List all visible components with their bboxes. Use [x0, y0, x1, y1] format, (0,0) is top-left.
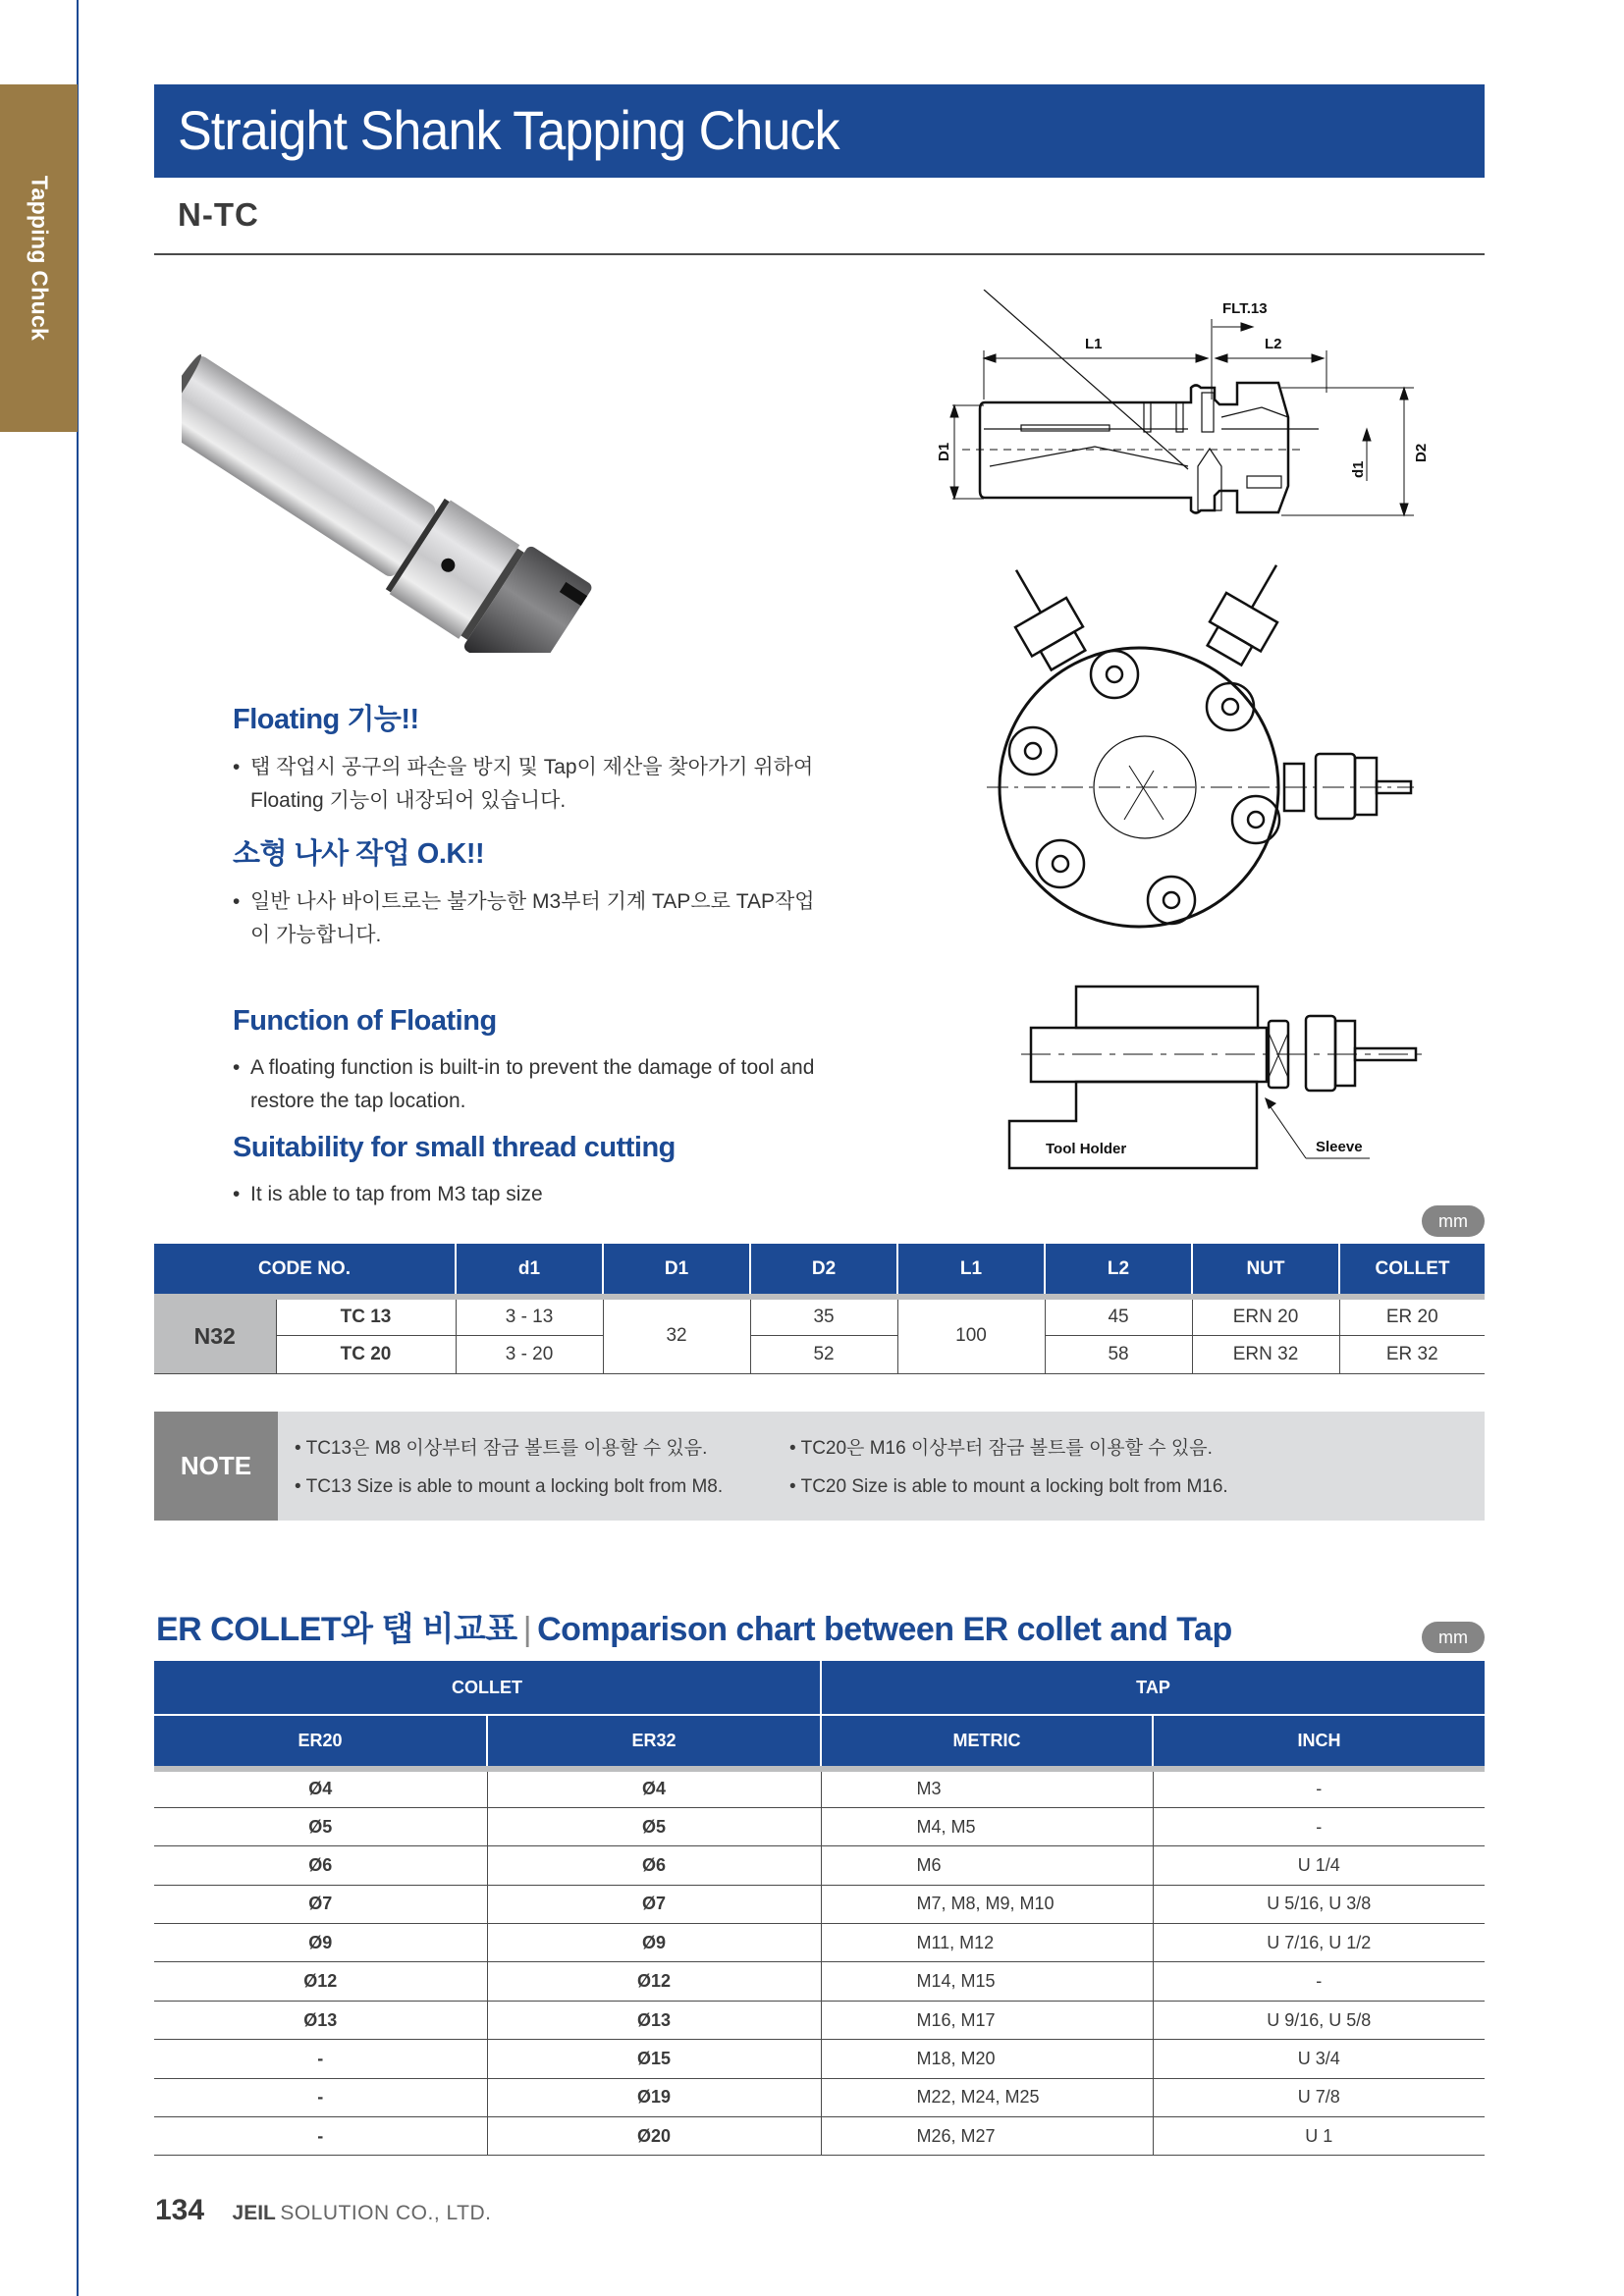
table-row — [154, 2040, 1485, 2078]
col-D2: D2 — [750, 1244, 897, 1297]
table-row — [154, 2001, 1485, 2039]
metric-cell: M4, M5 — [821, 1807, 1153, 1845]
inch-cell: - — [1153, 1962, 1485, 2001]
er32-cell: Ø13 — [487, 2001, 821, 2039]
er20-cell: - — [154, 2040, 487, 2078]
feature-heading: 소형 나사 작업 O.K!! — [233, 838, 485, 870]
label-l1: L1 — [1085, 336, 1103, 352]
group-collet: COLLET — [154, 1661, 821, 1715]
group-header-row — [154, 1661, 1485, 1715]
label-sleeve: Sleeve — [1316, 1139, 1363, 1155]
page-number: 134 — [155, 2194, 205, 2226]
col-nut: NUT — [1192, 1244, 1339, 1297]
er20-cell: Ø12 — [154, 1962, 487, 2001]
table-row — [154, 1885, 1485, 1923]
er20-cell: Ø4 — [154, 1769, 487, 1807]
front-view-drawing — [982, 540, 1438, 942]
inch-cell: - — [1153, 1769, 1485, 1807]
code-cell: TC 13 — [276, 1297, 456, 1335]
metric-cell: M22, M24, M25 — [821, 2078, 1153, 2116]
label-flt: FLT.13 — [1222, 300, 1268, 317]
group-cell: N32 — [154, 1297, 276, 1373]
header-divider — [154, 253, 1485, 255]
group-tap: TAP — [821, 1661, 1485, 1715]
brand-name: JEIL — [232, 2202, 276, 2224]
feature-small-thread-en — [233, 1132, 822, 1211]
page-title: Straight Shank Tapping Chuck — [178, 99, 839, 161]
inch-cell: U 1 — [1153, 2117, 1485, 2156]
er32-cell: Ø7 — [487, 1885, 821, 1923]
L1-cell: 100 — [897, 1297, 1045, 1373]
metric-cell: M7, M8, M9, M10 — [821, 1885, 1153, 1923]
metric-cell: M3 — [821, 1769, 1153, 1807]
L2-cell: 45 — [1045, 1297, 1192, 1335]
section-tab-label: Tapping Chuck — [27, 175, 52, 342]
metric-cell: M26, M27 — [821, 2117, 1153, 2156]
er20-cell: Ø6 — [154, 1846, 487, 1885]
table-row — [154, 1962, 1485, 2001]
metric-cell: M18, M20 — [821, 2040, 1153, 2078]
inch-cell: U 7/8 — [1153, 2078, 1485, 2116]
title-bar — [154, 84, 1485, 178]
d1-cell: 3 - 20 — [456, 1335, 603, 1373]
metric-cell: M16, M17 — [821, 2001, 1153, 2039]
metric-cell: M11, M12 — [821, 1924, 1153, 1962]
table-row — [154, 1807, 1485, 1845]
spec-header-row — [154, 1244, 1485, 1297]
table-row — [154, 1297, 1485, 1335]
er20-cell: Ø5 — [154, 1807, 487, 1845]
page-footer — [155, 2194, 491, 2227]
collet-cell: ER 32 — [1339, 1335, 1485, 1373]
code-cell: TC 20 — [276, 1335, 456, 1373]
D2-cell: 35 — [750, 1297, 897, 1335]
er32-cell: Ø6 — [487, 1846, 821, 1885]
feature-bullet: • It is able to tap from M3 tap size — [233, 1183, 543, 1205]
col-L2: L2 — [1045, 1244, 1192, 1297]
D1-cell: 32 — [603, 1297, 750, 1373]
spec-table — [154, 1244, 1485, 1374]
tool-holder-drawing — [982, 972, 1453, 1178]
note-item: • TC20 Size is able to mount a locking bolt from M16. — [789, 1476, 1228, 1497]
label-d1: d1 — [1350, 460, 1367, 478]
feature-bullet: • 일반 나사 바이트로는 불가능한 M3부터 기계 TAP으로 TAP작업이 가능합니다. — [233, 890, 815, 946]
er32-cell: Ø4 — [487, 1769, 821, 1807]
feature-small-thread-kr — [233, 831, 822, 952]
inch-cell: U 3/4 — [1153, 2040, 1485, 2078]
er20-cell: Ø13 — [154, 2001, 487, 2039]
er32-cell: Ø19 — [487, 2078, 821, 2116]
section-tab[interactable] — [0, 84, 78, 432]
er20-cell: - — [154, 2117, 487, 2156]
D2-cell: 52 — [750, 1335, 897, 1373]
L2-cell: 58 — [1045, 1335, 1192, 1373]
metric-cell: M6 — [821, 1846, 1153, 1885]
note-item: • TC20은 M16 이상부터 잠금 볼트를 이용할 수 있음. — [789, 1438, 1213, 1459]
feature-floating-en — [233, 1005, 822, 1118]
company-name: SOLUTION CO., LTD. — [280, 2202, 492, 2224]
er32-cell: Ø9 — [487, 1924, 821, 1962]
label-D1: D1 — [936, 442, 952, 461]
table-row — [154, 2117, 1485, 2156]
inch-cell: U 1/4 — [1153, 1846, 1485, 1885]
table-row — [154, 1335, 1485, 1373]
er32-cell: Ø5 — [487, 1807, 821, 1845]
note-item: • TC13 Size is able to mount a locking bolt from M8. — [295, 1476, 724, 1497]
col-metric: METRIC — [821, 1715, 1153, 1769]
col-code: CODE NO. — [154, 1244, 456, 1297]
side-view-drawing — [923, 290, 1502, 525]
er20-cell: Ø9 — [154, 1924, 487, 1962]
label-tool-holder: Tool Holder — [1046, 1141, 1127, 1157]
col-er32: ER32 — [487, 1715, 821, 1769]
header-row — [154, 1715, 1485, 1769]
feature-bullet: • A floating function is built-in to prevent the damage of tool and restore the tap location. — [233, 1056, 815, 1112]
table-row — [154, 2078, 1485, 2116]
col-inch: INCH — [1153, 1715, 1485, 1769]
inch-cell: U 9/16, U 5/8 — [1153, 2001, 1485, 2039]
collet-cell: ER 20 — [1339, 1297, 1485, 1335]
product-photo — [182, 299, 673, 653]
nut-cell: ERN 20 — [1192, 1297, 1339, 1335]
feature-floating-kr — [233, 697, 822, 818]
col-collet: COLLET — [1339, 1244, 1485, 1297]
er20-cell: - — [154, 2078, 487, 2116]
nut-cell: ERN 32 — [1192, 1335, 1339, 1373]
col-L1: L1 — [897, 1244, 1045, 1297]
inch-cell: U 7/16, U 1/2 — [1153, 1924, 1485, 1962]
note-item: • TC13은 M8 이상부터 잠금 볼트를 이용할 수 있음. — [295, 1438, 708, 1459]
er20-cell: Ø7 — [154, 1885, 487, 1923]
col-er20: ER20 — [154, 1715, 487, 1769]
d1-cell: 3 - 13 — [456, 1297, 603, 1335]
feature-heading: Suitability for small thread cutting — [233, 1132, 676, 1163]
metric-cell: M14, M15 — [821, 1962, 1153, 2001]
note-box — [154, 1412, 1485, 1521]
label-l2: L2 — [1265, 336, 1282, 352]
label-D2: D2 — [1413, 443, 1430, 462]
table-row — [154, 1924, 1485, 1962]
er32-cell: Ø15 — [487, 2040, 821, 2078]
inch-cell: - — [1153, 1807, 1485, 1845]
feature-list — [233, 697, 822, 1225]
inch-cell: U 5/16, U 3/8 — [1153, 1885, 1485, 1923]
comparison-table — [154, 1661, 1485, 2156]
note-label: NOTE — [154, 1412, 278, 1521]
shank — [182, 353, 438, 579]
feature-heading: Floating 기능!! — [233, 704, 419, 735]
er32-cell: Ø20 — [487, 2117, 821, 2156]
col-D1: D1 — [603, 1244, 750, 1297]
model-code: N-TC — [178, 196, 259, 233]
feature-heading: Function of Floating — [233, 1005, 497, 1037]
units-badge: mm — [1422, 1622, 1485, 1653]
er32-cell: Ø12 — [487, 1962, 821, 2001]
table-row — [154, 1769, 1485, 1807]
col-d1: d1 — [456, 1244, 603, 1297]
feature-bullet: • 탭 작업시 공구의 파손을 방지 및 Tap이 제산을 찾아가기 위하여 Floating 기능이 내장되어 있습니다. — [233, 756, 814, 812]
comparison-title: ER COLLET와 탭 비교표 | Comparison chart between ER collet and Tap — [156, 1611, 1232, 1648]
table-row — [154, 1846, 1485, 1885]
units-badge: mm — [1422, 1205, 1485, 1237]
